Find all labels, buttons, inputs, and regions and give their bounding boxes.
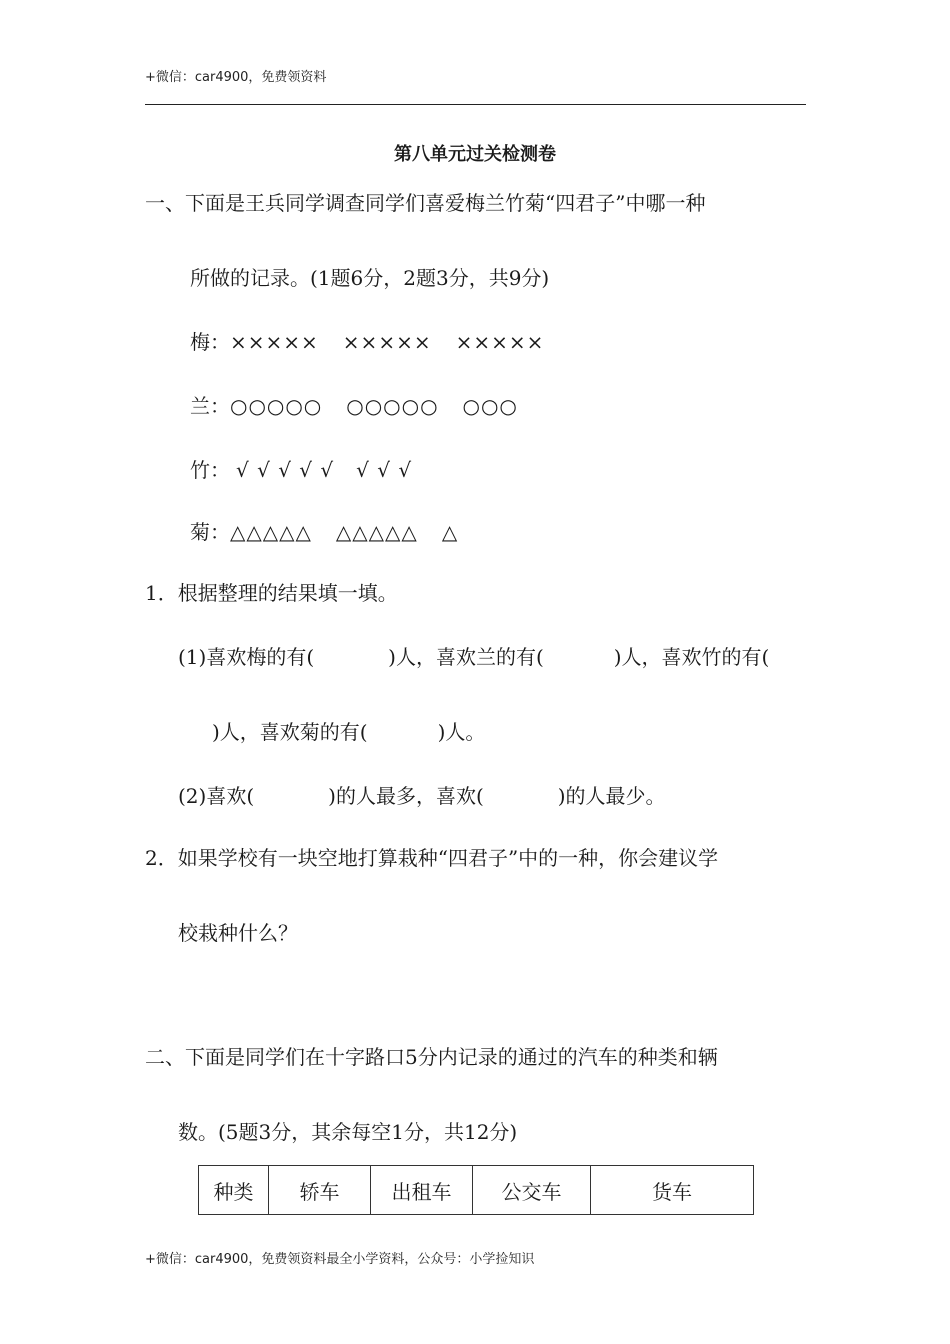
question-1-stem: 1．根据整理的结果填一填。: [145, 581, 398, 605]
record-row-orchid: [190, 390, 518, 419]
header-note: +微信：car4900，免费领资料: [145, 70, 327, 85]
section1-heading-line2: 所做的记录。(1题6分，2题3分，共9分): [190, 266, 550, 290]
record-group: ○○○: [462, 394, 518, 418]
section2-heading-line1: 二、下面是同学们在十字路口5分内记录的通过的汽车的种类和辆: [145, 1045, 718, 1069]
q1-text: )人。: [437, 720, 486, 744]
record-label: 梅：: [190, 330, 230, 354]
record-group: ○○○○○: [346, 394, 439, 418]
q1-text: )人，喜欢菊的有(: [212, 720, 368, 744]
question-1-part1-line2: [212, 716, 485, 745]
q1-text: (2)喜欢(: [178, 784, 255, 808]
record-group: △: [441, 520, 459, 544]
table-header-cell: 种类: [199, 1166, 269, 1215]
table-header-cell: 轿车: [269, 1166, 371, 1215]
q1-text: )的人最多，喜欢(: [328, 784, 484, 808]
q1-text: )的人最少。: [557, 784, 666, 808]
record-row-bamboo: [190, 454, 412, 483]
question-2-line1: 2．如果学校有一块空地打算栽种“四君子”中的一种，你会建议学: [145, 846, 719, 870]
record-group: ×××××: [230, 330, 319, 354]
q1-text: )人，喜欢兰的有(: [388, 645, 544, 669]
q1-text: (1)喜欢梅的有(: [178, 645, 315, 669]
record-label: 菊：: [190, 520, 230, 544]
record-row-chrysanthemum: [190, 516, 458, 545]
record-group: ×××××: [455, 330, 545, 354]
question-1-part1-line1: [178, 641, 769, 670]
section1-heading-line1: 一、下面是王兵同学调查同学们喜爱梅兰竹菊“四君子”中哪一种: [145, 191, 706, 215]
page-title: 第八单元过关检测卷: [394, 144, 556, 165]
q1-text: )人，喜欢竹的有(: [613, 645, 770, 669]
question-2-line2: 校栽种什么？: [178, 921, 298, 945]
record-group: △△△△△: [230, 520, 312, 544]
record-group: △△△△△: [335, 520, 418, 544]
record-label: 兰：: [190, 394, 230, 418]
table-header-cell: 公交车: [473, 1166, 591, 1215]
question-1-part2: [178, 780, 666, 809]
record-group: ○○○○○: [230, 394, 323, 418]
record-group: ×××××: [342, 330, 432, 354]
record-row-plum: [190, 326, 544, 355]
table-header-row: [199, 1166, 754, 1215]
footer-note: +微信：car4900，免费领资料最全小学资料，公众号：小学捡知识: [145, 1252, 535, 1267]
table-header-cell: 出租车: [371, 1166, 473, 1215]
header-divider: [145, 104, 806, 105]
vehicle-table: [198, 1165, 754, 1215]
record-group: √ √ √ √ √: [236, 458, 335, 482]
record-group: √ √ √: [356, 458, 413, 482]
table-header-cell: 货车: [591, 1166, 754, 1215]
section2-heading-line2: 数。(5题3分，其余每空1分，共12分): [178, 1120, 518, 1144]
record-label: 竹：: [190, 458, 230, 482]
